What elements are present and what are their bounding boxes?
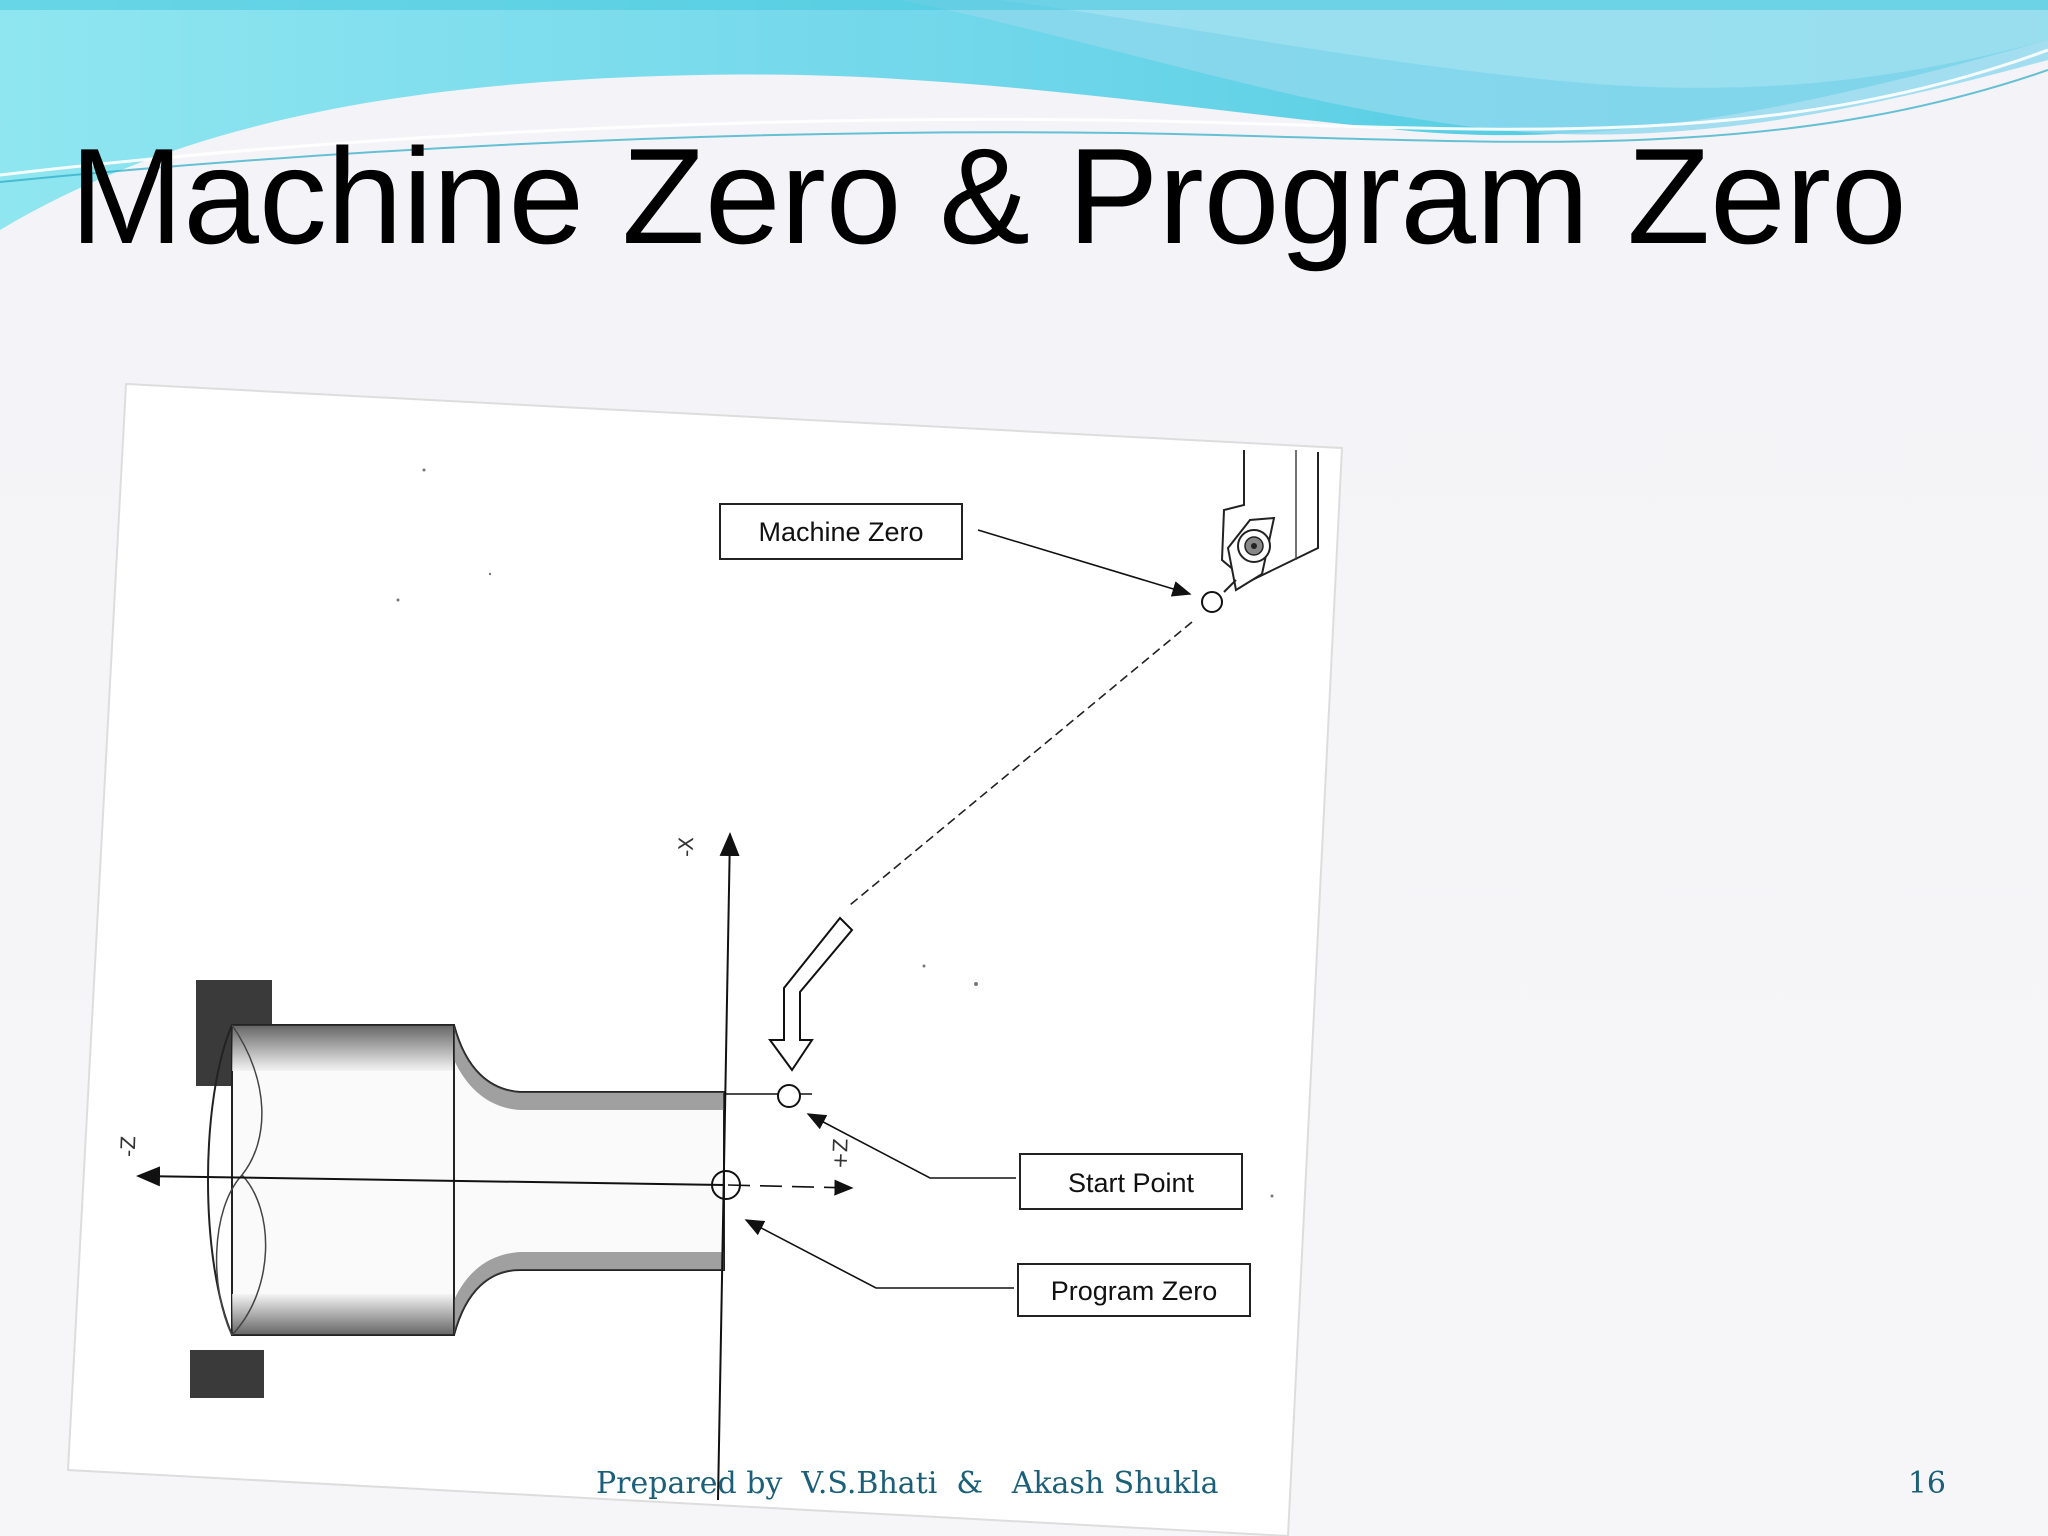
z-axis-right-label: +Z [827, 1137, 853, 1170]
start-point-marker [778, 1085, 800, 1107]
x-axis-label: -X [673, 836, 699, 858]
chuck-jaw-top [196, 980, 272, 1030]
start-point-label: Start Point [1067, 1168, 1195, 1198]
z-axis-left-label: -Z [115, 1135, 141, 1158]
slide-title: Machine Zero & Program Zero [70, 120, 1907, 272]
chuck-jaw-bottom [190, 1350, 264, 1398]
program-zero-label: Program Zero [1050, 1276, 1218, 1306]
footer-credit: Prepared by V.S.Bhati & Akash Shukla [596, 1466, 1219, 1501]
machine-zero-label: Machine Zero [758, 517, 924, 547]
machine-zero-marker [1202, 592, 1222, 612]
page-number: 16 [1907, 1466, 1946, 1501]
